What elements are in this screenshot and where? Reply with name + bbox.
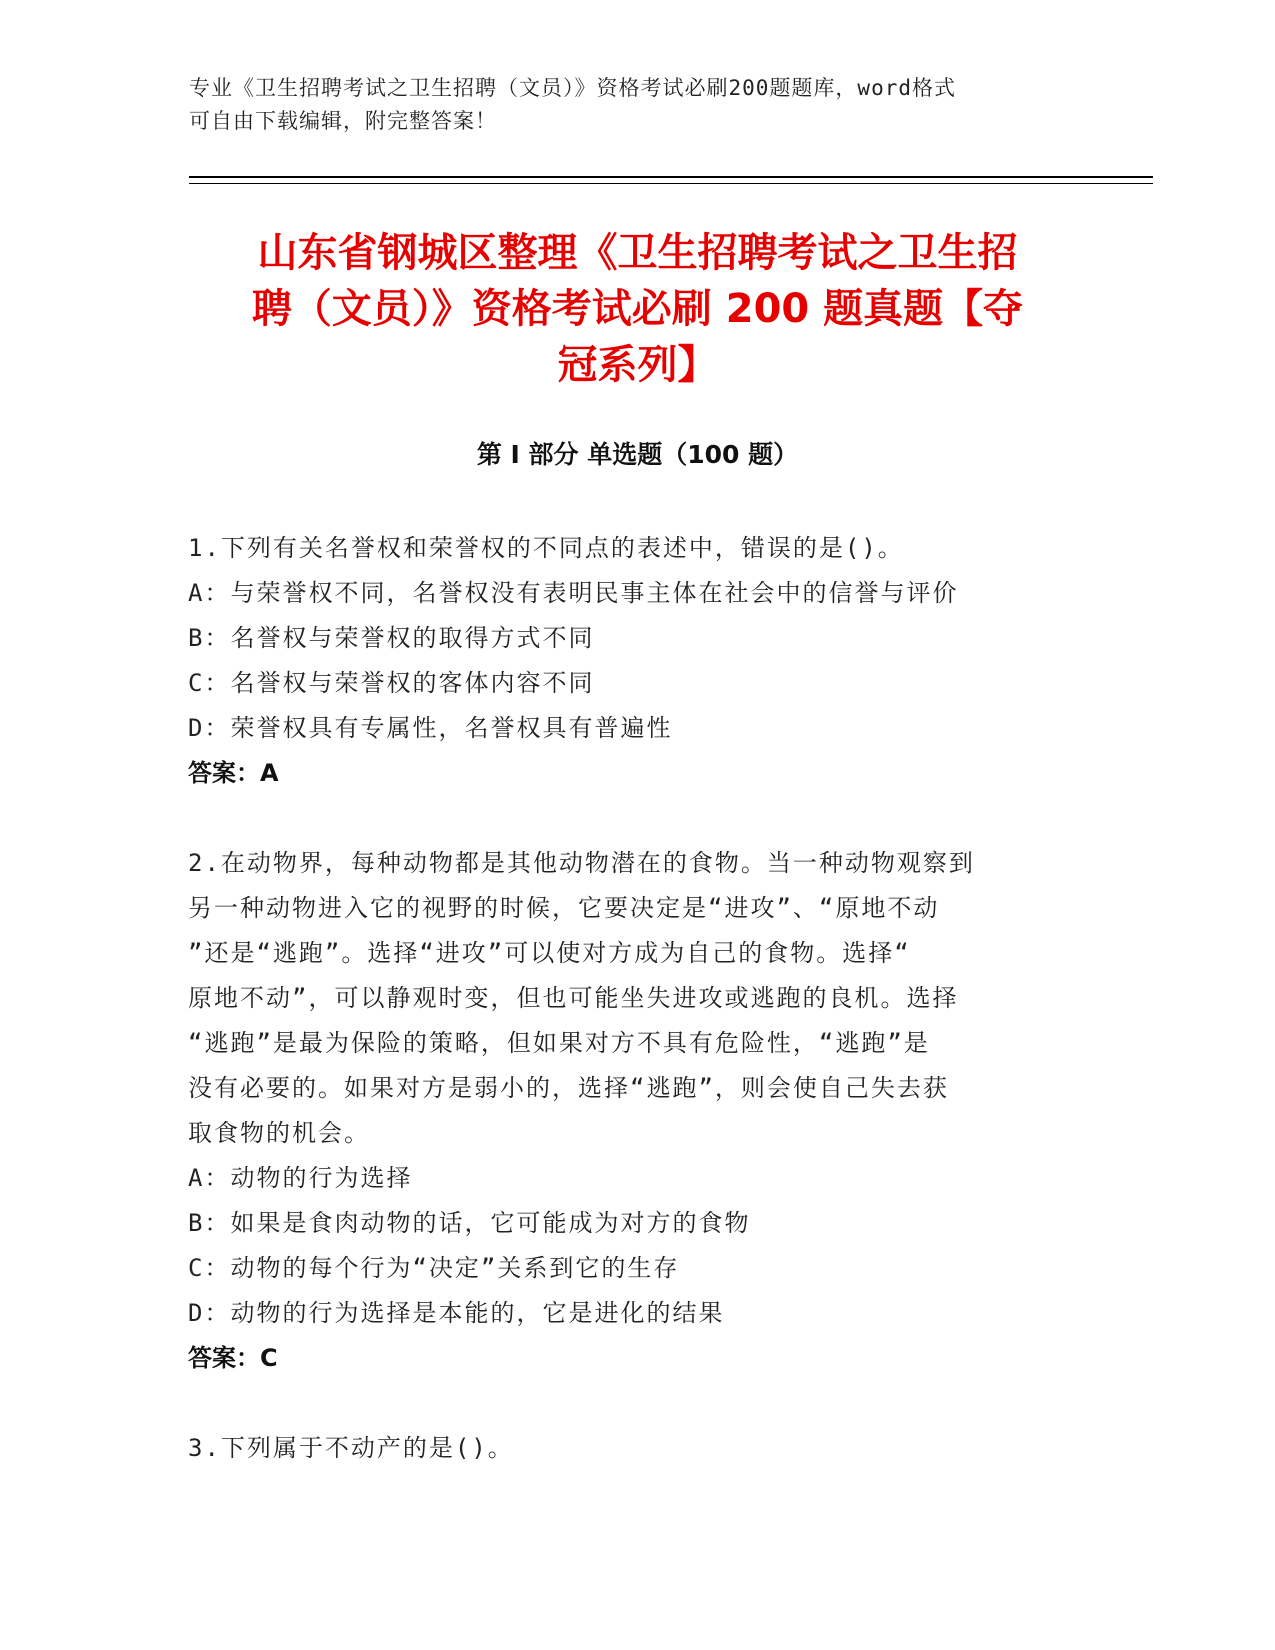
header-rule-thin bbox=[189, 183, 1153, 184]
question-2 bbox=[188, 841, 1058, 1381]
option-d: D：动物的行为选择是本能的，它是进化的结果 bbox=[188, 1299, 725, 1327]
header-note-line: 可自由下载编辑，附完整答案！ bbox=[189, 109, 497, 133]
option-c: C：动物的每个行为“决定”关系到它的生存 bbox=[188, 1254, 680, 1282]
answer: 答案：A bbox=[188, 759, 279, 787]
question-stem-line: 没有必要的。如果对方是弱小的，选择“逃跑”，则会使自己失去获 bbox=[188, 1074, 949, 1102]
header-note bbox=[189, 72, 1069, 138]
question-stem: 1.下列有关名誉权和荣誉权的不同点的表述中，错误的是()。 bbox=[188, 534, 904, 562]
document-title bbox=[195, 225, 1080, 393]
title-line: 聘（文员）》资格考试必刷 200 题真题【夺 bbox=[251, 286, 1024, 332]
question-stem-line: 取食物的机会。 bbox=[188, 1119, 370, 1147]
header-rule bbox=[189, 176, 1153, 178]
header-note-line: 专业《卫生招聘考试之卫生招聘（文员）》资格考试必刷200题题库，word格式 bbox=[189, 76, 956, 100]
question-list bbox=[188, 526, 1058, 1516]
question-stem-line: 2.在动物界，每种动物都是其他动物潜在的食物。当一种动物观察到 bbox=[188, 849, 975, 877]
option-d: D：荣誉权具有专属性，名誉权具有普遍性 bbox=[188, 714, 673, 742]
option-b: B：名誉权与荣誉权的取得方式不同 bbox=[188, 624, 595, 652]
question-3 bbox=[188, 1426, 1058, 1471]
option-a: A：动物的行为选择 bbox=[188, 1164, 413, 1192]
section-heading: 第 I 部分 单选题（100 题） bbox=[476, 440, 799, 469]
option-b: B：如果是食肉动物的话，它可能成为对方的食物 bbox=[188, 1209, 751, 1237]
question-stem-line: “逃跑”是最为保险的策略，但如果对方不具有危险性，“逃跑”是 bbox=[188, 1029, 930, 1057]
question-stem: 3.下列属于不动产的是()。 bbox=[188, 1434, 514, 1462]
question-stem-line: ”还是“逃跑”。选择“进攻”可以使对方成为自己的食物。选择“ bbox=[188, 939, 911, 967]
option-c: C：名誉权与荣誉权的客体内容不同 bbox=[188, 669, 595, 697]
option-a: A：与荣誉权不同，名誉权没有表明民事主体在社会中的信誉与评价 bbox=[188, 579, 959, 607]
answer: 答案：C bbox=[188, 1344, 278, 1372]
question-stem-line: 原地不动”，可以静观时变，但也可能坐失进攻或逃跑的良机。选择 bbox=[188, 984, 959, 1012]
title-line: 山东省钢城区整理《卫生招聘考试之卫生招 bbox=[257, 230, 1018, 276]
title-line: 冠系列】 bbox=[557, 342, 718, 388]
question-1 bbox=[188, 526, 1058, 796]
question-stem-line: 另一种动物进入它的视野的时候，它要决定是“进攻”、“原地不动 bbox=[188, 894, 940, 922]
